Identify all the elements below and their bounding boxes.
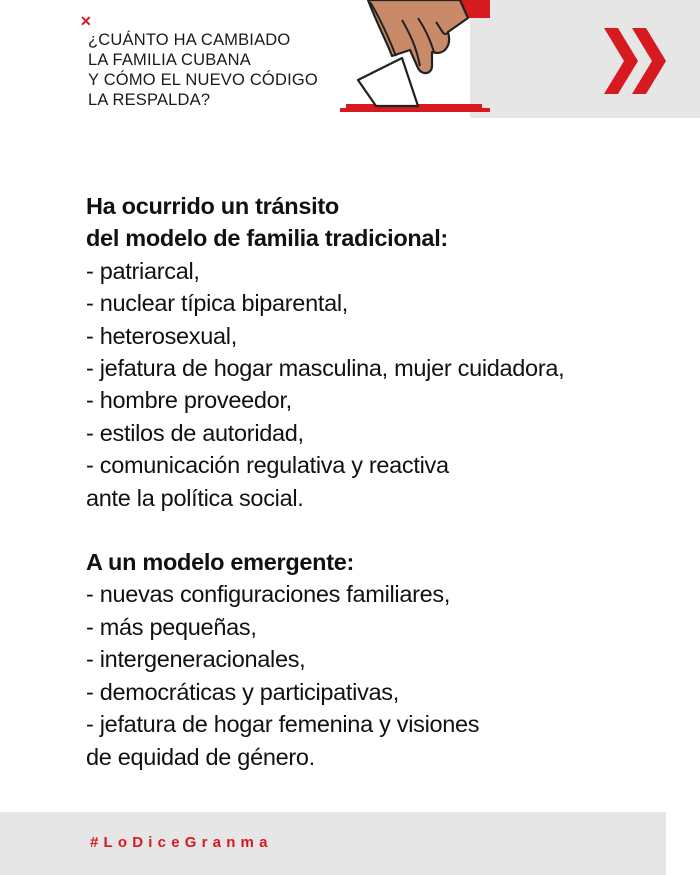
header xyxy=(0,0,700,118)
title-line: LA FAMILIA CUBANA xyxy=(88,51,251,69)
list-item: - comunicación regulativa y reactiva xyxy=(86,452,449,479)
title-line: ¿CUÁNTO HA CAMBIADO xyxy=(88,31,291,49)
hashtag-link[interactable]: #LoDiceGranma xyxy=(90,834,273,851)
list-item: ante la política social. xyxy=(86,484,304,511)
section-spacer xyxy=(86,514,676,546)
section1-heading: del modelo de familia tradicional: xyxy=(86,225,448,252)
list-item: - jefatura de hogar femenina y visiones xyxy=(86,711,480,738)
double-chevron-right-icon[interactable] xyxy=(604,28,668,94)
list-item: - estilos de autoridad, xyxy=(86,419,304,446)
list-item: - hombre proveedor, xyxy=(86,387,292,414)
list-item: - democráticas y participativas, xyxy=(86,678,399,705)
list-item: - más pequeñas, xyxy=(86,613,257,640)
header-title xyxy=(88,30,348,110)
list-item: - jefatura de hogar masculina, mujer cuidadora, xyxy=(86,355,565,382)
hand-casting-ballot-icon xyxy=(340,0,490,118)
list-item: - patriarcal, xyxy=(86,257,200,284)
list-item: - nuevas configuraciones familiares, xyxy=(86,581,451,608)
footer-bar xyxy=(0,812,666,875)
list-item: - nuclear típica biparental, xyxy=(86,290,348,317)
title-line: Y CÓMO EL NUEVO CÓDIGO xyxy=(88,71,318,89)
section1-heading: Ha ocurrido un tránsito xyxy=(86,193,339,219)
list-item: de equidad de género. xyxy=(86,743,315,770)
main-content xyxy=(86,190,676,773)
section2-heading: A un modelo emergente: xyxy=(86,549,355,576)
close-x-icon: ✕ xyxy=(80,13,92,29)
title-line: LA RESPALDA? xyxy=(88,91,211,109)
list-item: - intergeneracionales, xyxy=(86,646,306,673)
list-item: - heterosexual, xyxy=(86,322,237,349)
